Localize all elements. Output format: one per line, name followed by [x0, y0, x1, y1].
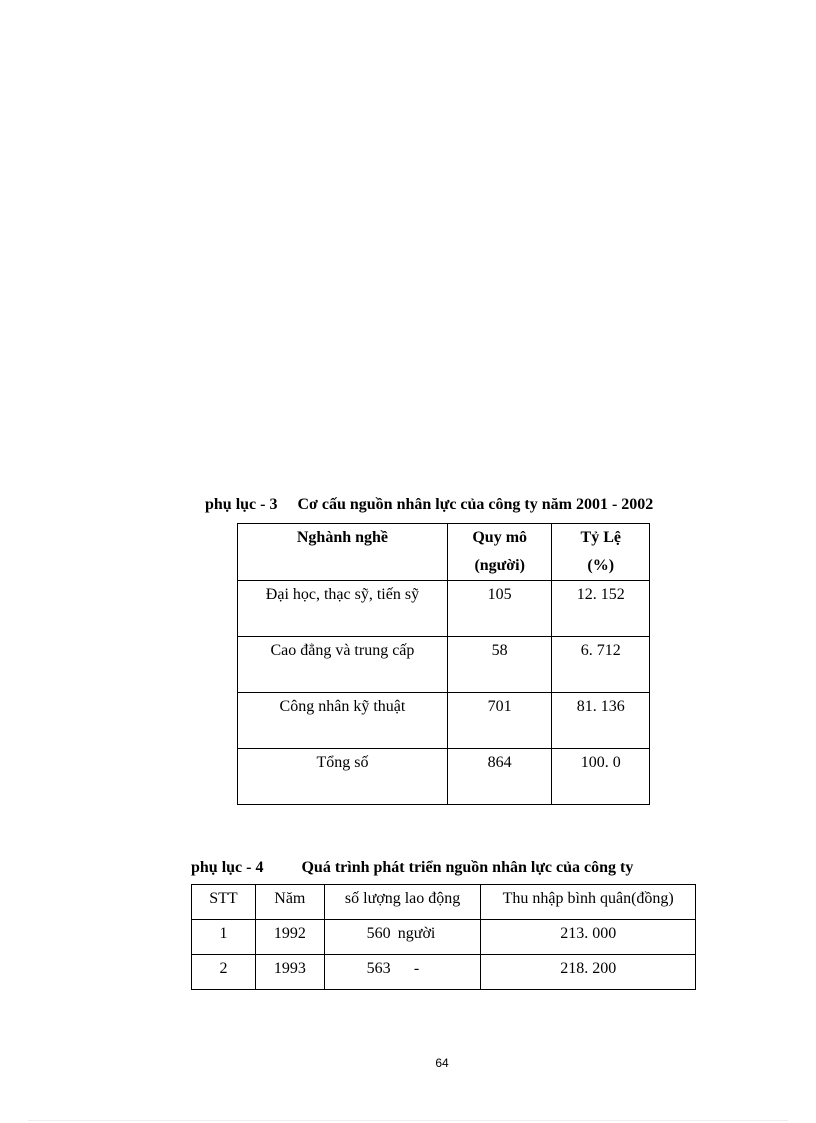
table-row — [238, 581, 650, 637]
scale-cell: 864 — [447, 749, 552, 805]
header-scale-line2: (người) — [474, 557, 525, 574]
year-cell: 1993 — [255, 955, 324, 990]
workforce-cell — [324, 955, 481, 990]
workforce-value: 560 — [366, 925, 391, 942]
scale-cell: 58 — [447, 637, 552, 693]
header-scale-line1: Quy mô — [472, 529, 528, 546]
workforce-value: 563 — [366, 960, 391, 977]
workforce-structure-table — [237, 523, 650, 805]
appendix-4-title: Quá trình phát triển nguồn nhân lực của công ty — [301, 859, 634, 876]
header-ratio — [552, 524, 650, 581]
income-cell: 218. 200 — [481, 955, 696, 990]
table-row — [238, 637, 650, 693]
header-income: Thu nhập bình quân(đồng) — [481, 885, 696, 920]
appendix-4-label: phụ lục - 4 — [191, 859, 264, 876]
appendix-3-caption — [205, 496, 653, 514]
scale-cell: 105 — [447, 581, 552, 637]
header-ratio-line1: Tỷ Lệ — [580, 529, 621, 546]
page-bottom-rule — [28, 1120, 788, 1121]
stt-cell: 1 — [192, 920, 256, 955]
table-row — [192, 955, 696, 990]
profession-cell: Cao đẳng và trung cấp — [238, 637, 448, 693]
profession-cell: Đại học, thạc sỹ, tiến sỹ — [238, 581, 448, 637]
table-row-total — [238, 749, 650, 805]
year-cell: 1992 — [255, 920, 324, 955]
workforce-unit: - — [413, 960, 420, 977]
page-number: 64 — [435, 1056, 449, 1070]
header-profession: Nghành nghề — [238, 524, 448, 581]
table-header-row — [192, 885, 696, 920]
workforce-development-table — [191, 884, 696, 990]
table-header-row — [238, 524, 650, 581]
table-row — [192, 920, 696, 955]
header-year: Năm — [255, 885, 324, 920]
header-scale — [447, 524, 552, 581]
appendix-3-label: phụ lục - 3 — [205, 496, 278, 513]
table-row — [238, 693, 650, 749]
ratio-cell: 100. 0 — [552, 749, 650, 805]
income-cell: 213. 000 — [481, 920, 696, 955]
stt-cell: 2 — [192, 955, 256, 990]
appendix-4-caption — [191, 859, 633, 877]
workforce-unit: người — [397, 925, 436, 942]
ratio-cell: 6. 712 — [552, 637, 650, 693]
ratio-cell: 81. 136 — [552, 693, 650, 749]
scale-cell: 701 — [447, 693, 552, 749]
header-workforce: số lượng lao động — [324, 885, 481, 920]
workforce-cell — [324, 920, 481, 955]
ratio-cell: 12. 152 — [552, 581, 650, 637]
profession-cell: Tổng số — [238, 749, 448, 805]
header-ratio-line2: (%) — [587, 557, 615, 574]
appendix-3-title: Cơ cấu nguồn nhân lực của công ty năm 2001 - 2002 — [297, 496, 654, 513]
profession-cell: Công nhân kỹ thuật — [238, 693, 448, 749]
header-stt: STT — [192, 885, 256, 920]
